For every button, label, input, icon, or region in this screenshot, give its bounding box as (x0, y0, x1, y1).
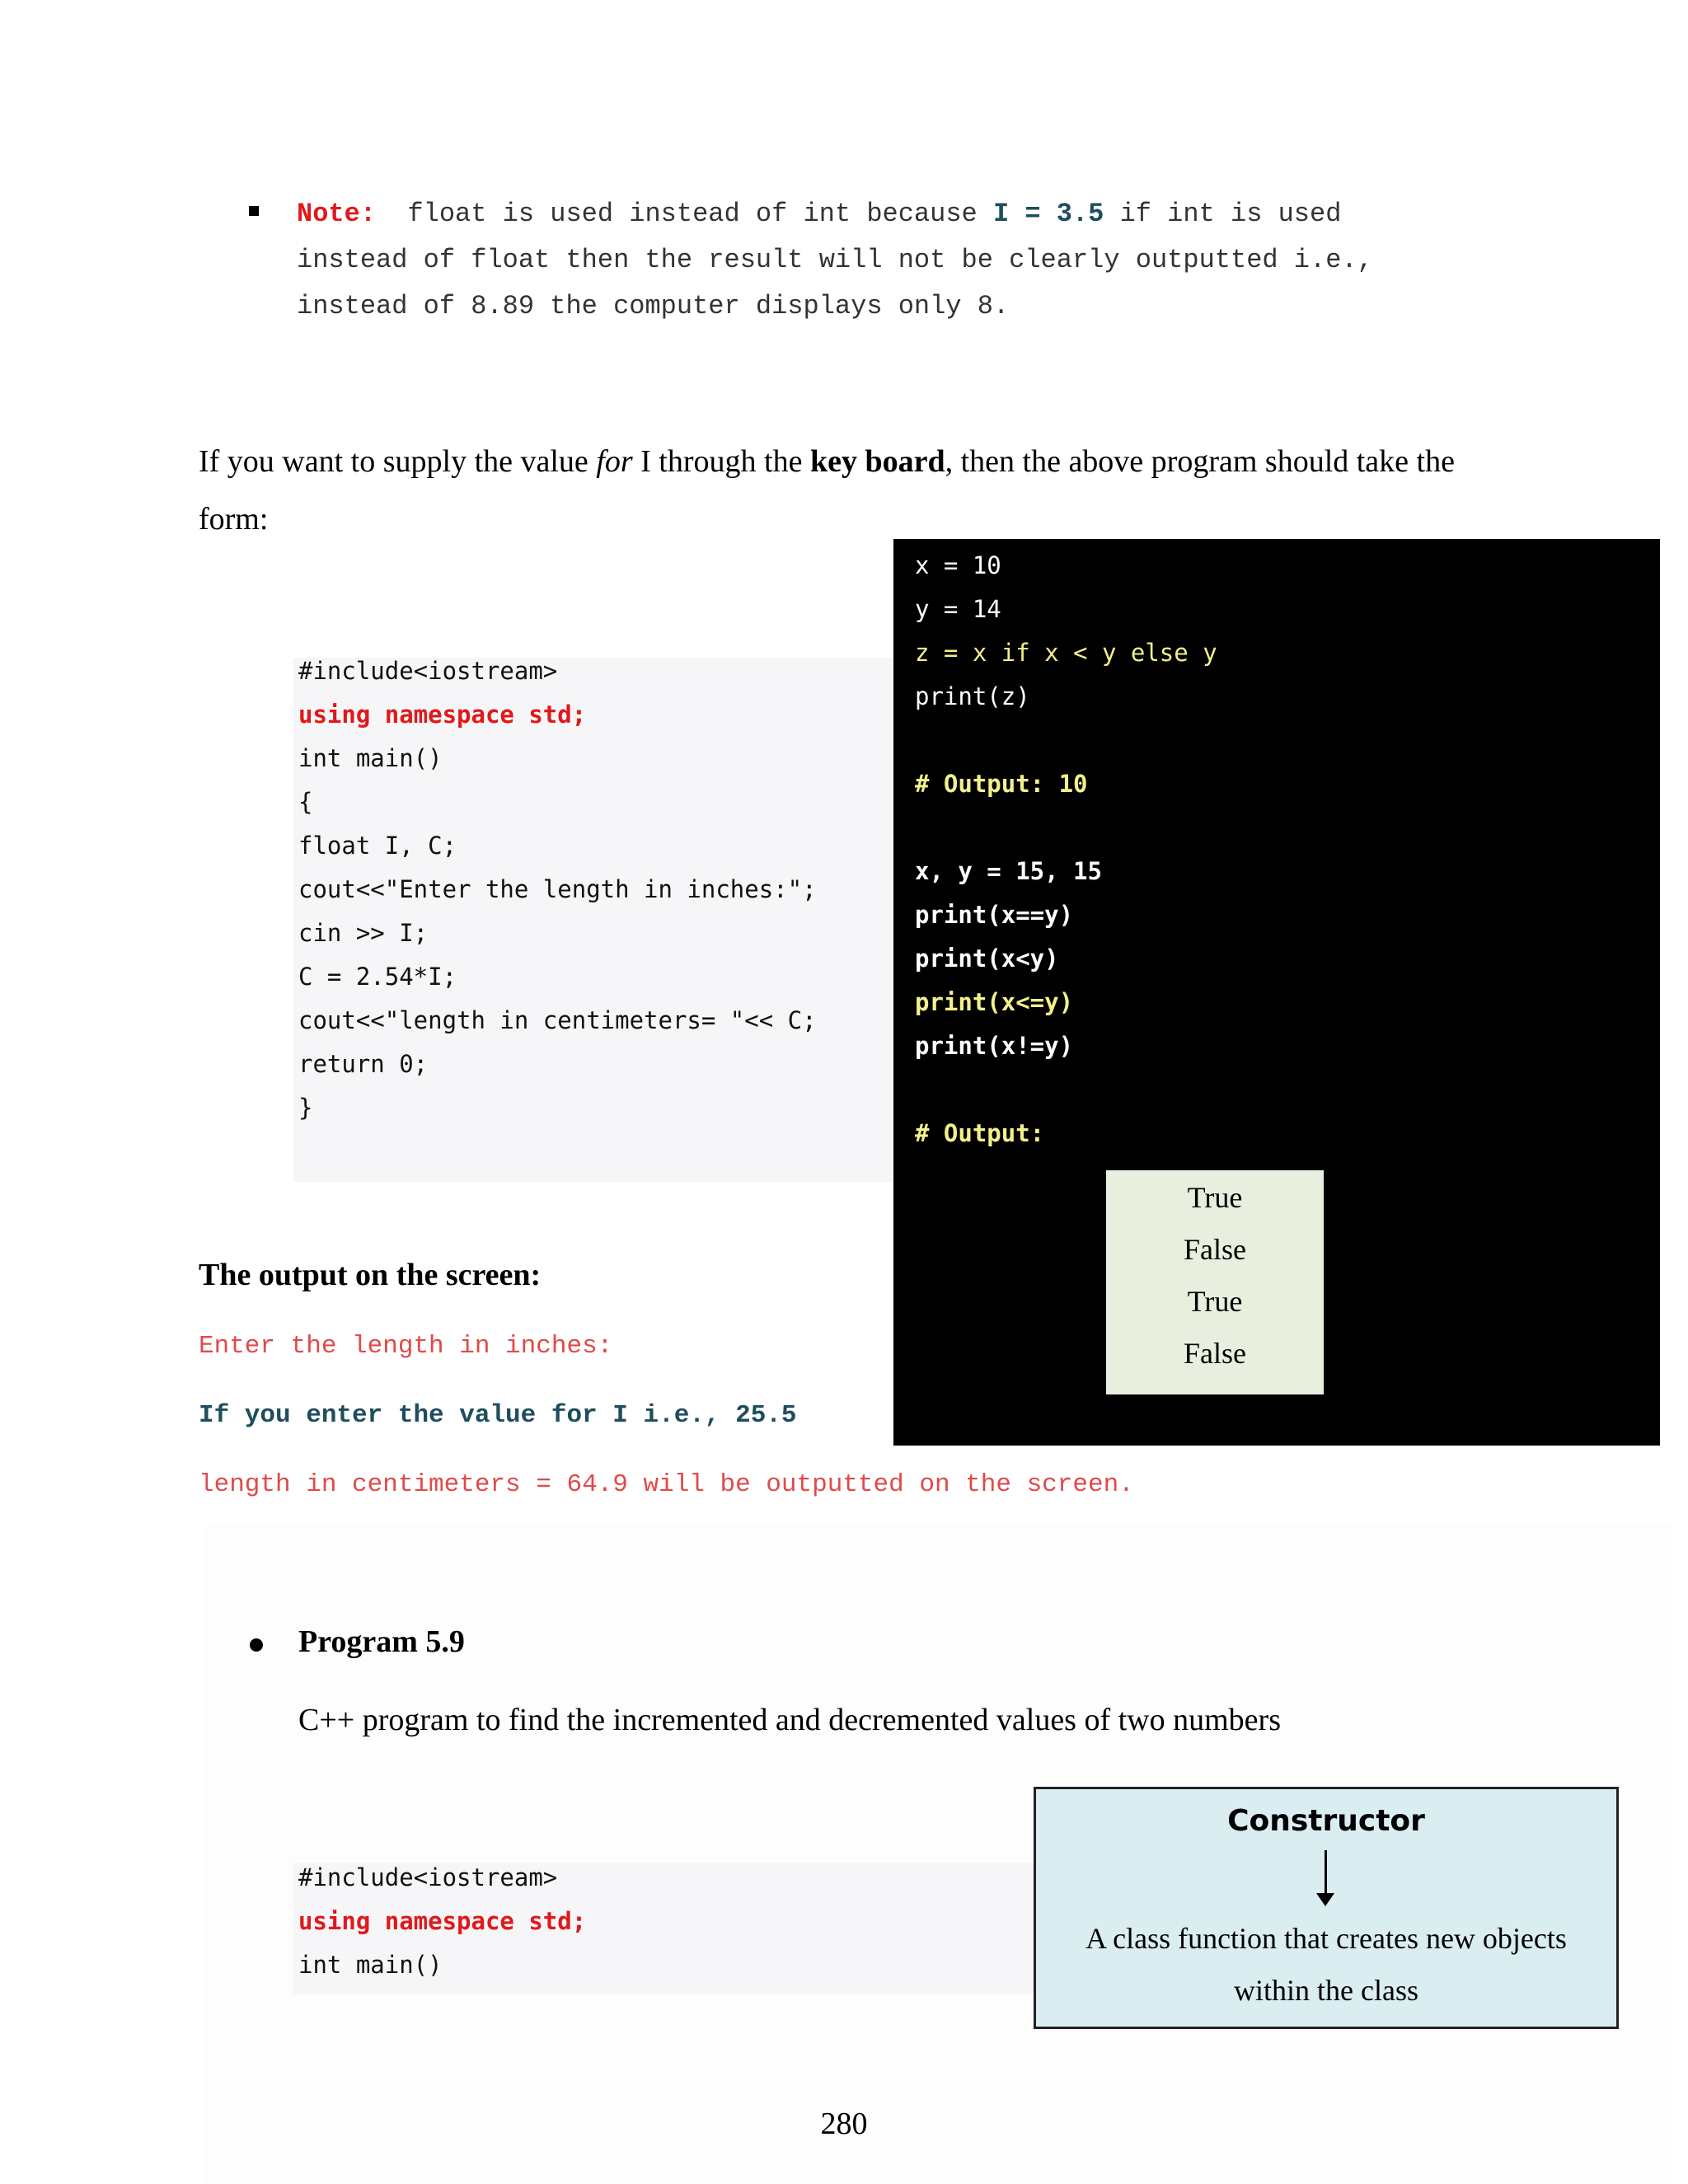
blank-line (915, 719, 1217, 762)
code-line: C = 2.54*I; (298, 963, 457, 991)
note-line1-b: if int is used (1119, 199, 1342, 229)
output-value: False (1184, 1233, 1246, 1266)
arrow-down-icon (1325, 1850, 1327, 1896)
blank-line (915, 806, 1217, 850)
round-bullet-icon (250, 1638, 263, 1652)
code-line: int main() (298, 1951, 443, 1979)
python-line: y = 14 (915, 595, 1001, 623)
blank-line (915, 1068, 1217, 1112)
screen-output-line1: Enter the length in inches: (199, 1332, 613, 1361)
note-line2: instead of float then the result will not be clearly outputted i.e., (297, 245, 1373, 275)
python-code (915, 544, 1217, 1155)
note-block (297, 191, 1500, 330)
output-value: True (1187, 1285, 1243, 1318)
python-comment: # Output: (915, 1119, 1045, 1147)
code-line: cin >> I; (298, 919, 429, 947)
code-line: cout<<"length in centimeters= "<< C; (298, 1006, 817, 1034)
python-line: z = x if x < y else y (915, 639, 1217, 667)
note-line3: instead of 8.89 the computer displays only 8. (297, 291, 1010, 321)
code-line: #include<iostream> (298, 657, 558, 685)
constructor-desc-line2: within the class (1234, 1974, 1418, 2007)
intro-part2: I through the (632, 444, 810, 479)
output-heading: The output on the screen: (199, 1258, 542, 1292)
screen-output-line2: If you enter the value for I i.e., 25.5 (199, 1401, 797, 1430)
output-values-box (1106, 1170, 1324, 1394)
code-block-2 (298, 1856, 586, 1987)
constructor-description (1036, 1913, 1616, 2017)
code-line: cout<<"Enter the length in inches:"; (298, 875, 817, 903)
code-line: using namespace std; (298, 701, 587, 729)
intro-bold: key board (809, 444, 945, 479)
note-line1-value: I = 3.5 (992, 199, 1104, 229)
python-line: x, y = 15, 15 (915, 857, 1102, 885)
code-block-1 (298, 649, 817, 1130)
code-line: { (298, 788, 313, 816)
intro-part3: , then the above program should take the form: (199, 444, 1455, 537)
code-line: #include<iostream> (298, 1863, 558, 1891)
square-bullet-icon (249, 206, 259, 216)
python-line: print(x!=y) (915, 1032, 1074, 1060)
note-label: Note: (297, 199, 377, 229)
python-line: print(x<=y) (915, 988, 1074, 1016)
code-line: int main() (298, 744, 443, 772)
code-line: return 0; (298, 1050, 429, 1078)
python-line: print(x<y) (915, 944, 1059, 972)
code-line: using namespace std; (298, 1907, 587, 1935)
constructor-title: Constructor (1227, 1804, 1425, 1838)
note-line1-a: float is used instead of int because (407, 199, 978, 229)
python-comment: # Output: 10 (915, 770, 1088, 798)
code-line: float I, C; (298, 832, 457, 860)
program-title: Program 5.9 (298, 1624, 465, 1659)
intro-italic: for (596, 444, 633, 479)
python-line: x = 10 (915, 551, 1001, 579)
code-line: } (298, 1094, 313, 1122)
constructor-definition-box (1034, 1787, 1619, 2029)
screen-output-line3: length in centimeters = 64.9 will be outputted on the screen. (199, 1470, 1134, 1499)
python-line: print(x==y) (915, 901, 1074, 929)
constructor-desc-line1: A class function that creates new objects (1085, 1922, 1567, 1955)
python-line: print(z) (915, 682, 1030, 710)
intro-part1: If you want to supply the value (199, 444, 597, 479)
output-value: False (1184, 1337, 1246, 1370)
arrow-head-icon (1316, 1893, 1334, 1906)
program-description: C++ program to find the incremented and decremented values of two numbers (298, 1703, 1281, 1737)
page-number: 280 (820, 2107, 868, 2141)
output-value: True (1187, 1181, 1243, 1214)
intro-paragraph (199, 433, 1517, 548)
